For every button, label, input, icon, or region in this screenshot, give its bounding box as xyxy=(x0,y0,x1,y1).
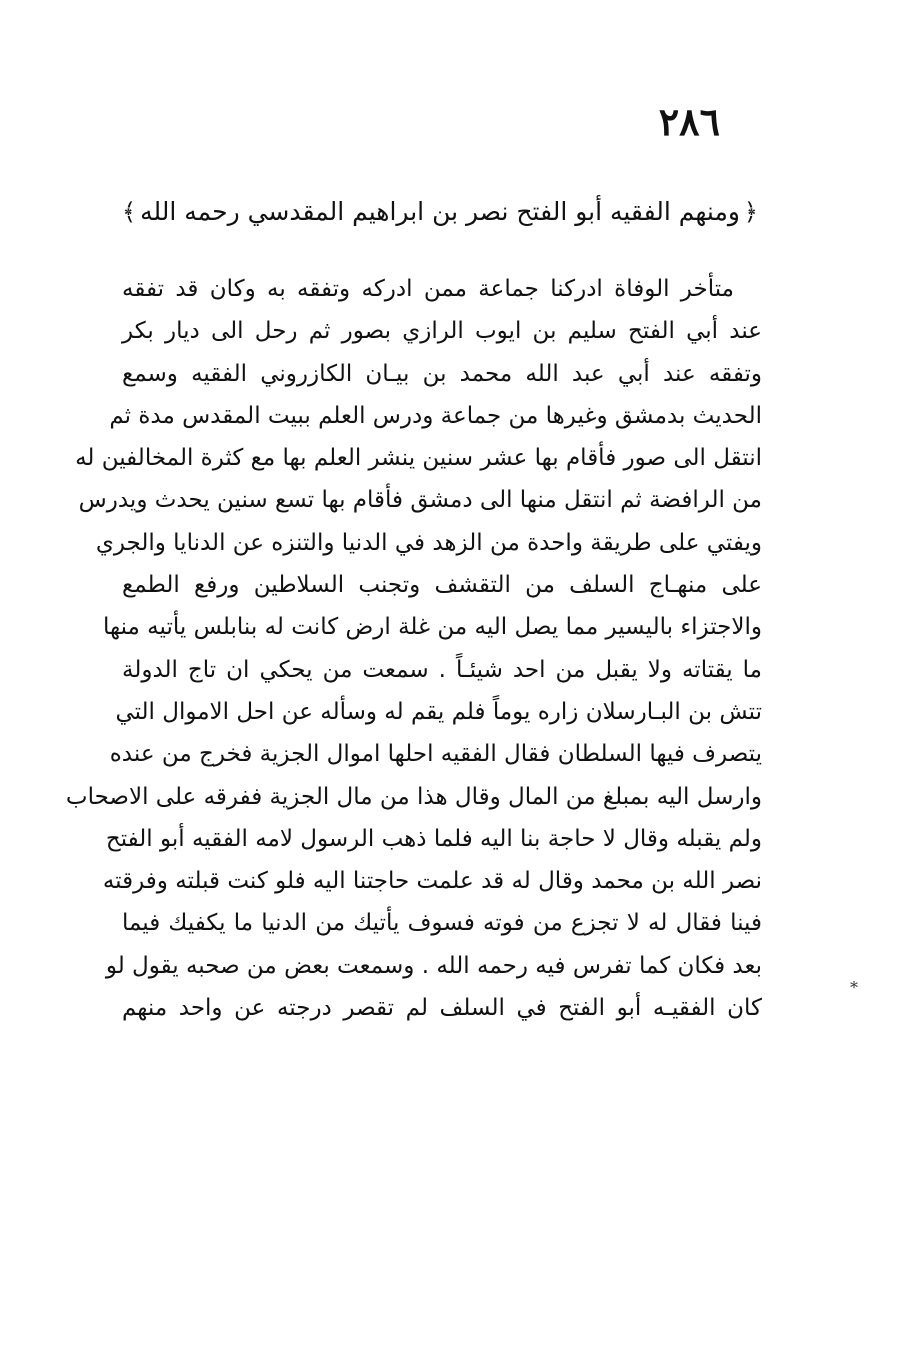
page-number: ٢٨٦ xyxy=(658,99,720,144)
text-line: عند أبي الفتح سليم بن ايوب الرازي بصور ثم رحل الى ديار بكر xyxy=(122,318,762,345)
text-line: على منهـاج السلف من التقشف وتجنب السلاطين ورفع الطمع xyxy=(122,572,762,599)
text-line: كان الفقيـه أبو الفتح في السلف لم تقصر درجته عن واحد منهم xyxy=(122,995,762,1022)
text-line: انتقل الى صور فأقام بها عشر سنين ينشر العلم بها مع كثرة المخالفين له xyxy=(75,445,762,472)
heading-text: ومنهم الفقيه أبو الفتح نصر بن ابراهيم المقدسي رحمه الله xyxy=(140,197,740,226)
margin-mark: * xyxy=(850,978,858,997)
text-line: وتفقه عند أبي عبد الله محمد بن بيـان الكازروني الفقيه وسمع xyxy=(122,360,762,387)
text-line: متأخر الوفاة ادركنا جماعة ممن ادركه وتفقه به وكان قد تفقه xyxy=(122,276,734,302)
section-heading xyxy=(122,190,758,234)
text-line: ما يقتاته ولا يقبل من احد شيئـاً . سمعت من يحكي ان تاج الدولة xyxy=(122,656,762,683)
text-line: يتصرف فيها السلطان فقال الفقيه احلها اموال الجزية فخرج من عنده xyxy=(109,741,762,768)
text-line: نصر الله بن محمد وقال له قد علمت حاجتنا اليه فلو كنت قبلته وفرقته xyxy=(102,868,762,895)
text-line: ويفتي على طريقة واحدة من الزهد في الدنيا والتنزه عن الدنايا والجري xyxy=(95,529,762,556)
text-line: وارسل اليه بمبلغ من المال وقال هذا من مال الجزية ففرقه على الاصحاب xyxy=(65,783,762,810)
text-line: من الرافضة ثم انتقل منها الى دمشق فأقام بها تسع سنين يحدث ويدرس xyxy=(78,487,762,514)
text-line: الحديث بدمشق وغيرها من جماعة ودرس العلم ببيت المقدس مدة ثم xyxy=(109,402,762,429)
text-line: بعد فكان كما تفرس فيه رحمه الله . وسمعت بعض من صحبه يقول لو xyxy=(105,952,762,979)
heading-ornament-right: ﴿ xyxy=(743,198,758,226)
text-line: ولم يقبله وقال لا حاجة بنا اليه فلما ذهب الرسول لامه الفقيه أبو الفتح xyxy=(105,825,762,852)
text-line: تتش بن البـارسلان زاره يوماً فلم يقم له وسأله عن احل الاموال التي xyxy=(115,698,762,725)
text-line: فينا فقال له لا تجزع من فوته فسوف يأتيك من الدنيا ما يكفيك فيما xyxy=(122,910,762,937)
heading-ornament-left: ﴾ xyxy=(122,198,137,226)
text-line: والاجتزاء باليسير مما يصل اليه من غلة ارض كانت له بنابلس يأتيه منها xyxy=(103,614,762,641)
body-text xyxy=(65,268,762,1029)
